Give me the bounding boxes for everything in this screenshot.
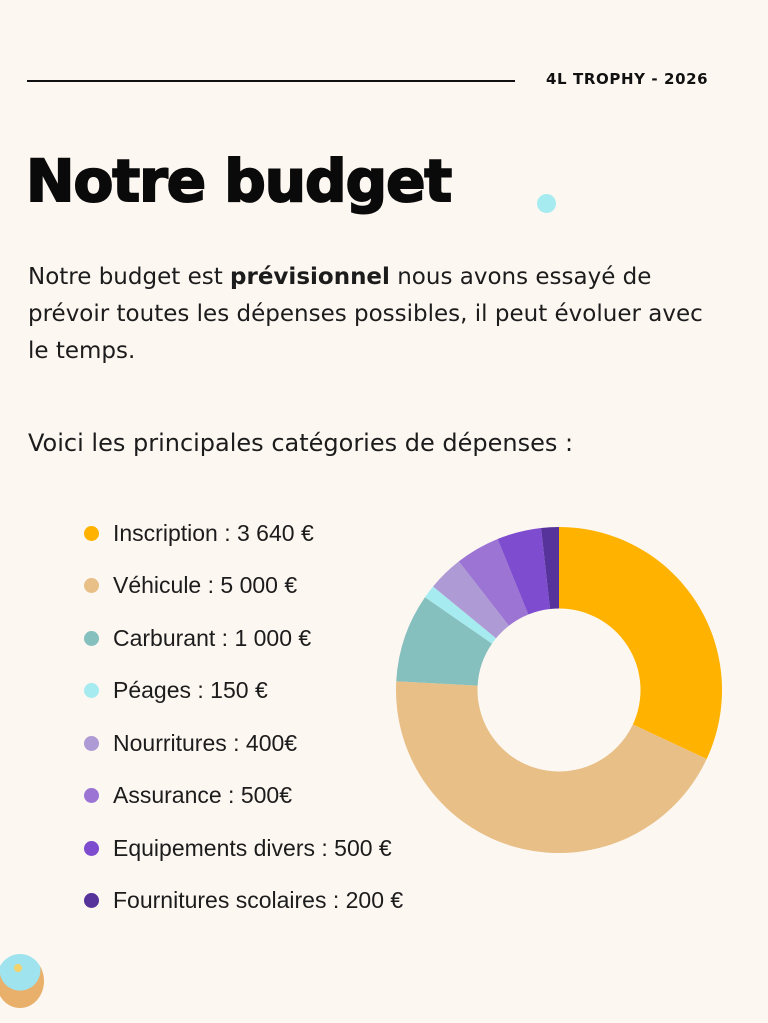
legend-swatch <box>84 526 99 541</box>
header-rule <box>27 80 515 82</box>
intro-text-start: Notre budget est <box>28 264 231 290</box>
legend-swatch <box>84 841 99 856</box>
legend-item <box>84 875 403 928</box>
legend-swatch <box>84 578 99 593</box>
legend-swatch <box>84 683 99 698</box>
title-accent-dot <box>537 194 556 213</box>
legend-swatch <box>84 788 99 803</box>
legend-label: Inscription : 3 640 € <box>113 519 314 546</box>
legend-label: Péages : 150 € <box>113 677 268 704</box>
team-logo <box>0 954 44 1008</box>
legend-item <box>84 560 403 613</box>
legend-label: Fournitures scolaires : 200 € <box>113 887 404 914</box>
legend-swatch <box>84 893 99 908</box>
legend-item <box>84 507 403 560</box>
budget-donut-chart <box>394 525 724 855</box>
legend-item <box>84 822 403 875</box>
legend-swatch <box>84 631 99 646</box>
legend-label: Nourritures : 400€ <box>113 729 298 756</box>
categories-subtitle: Voici les principales catégories de dépenses : <box>28 429 574 457</box>
donut-slice-1 <box>559 527 722 759</box>
legend-item <box>84 612 403 665</box>
legend-item <box>84 665 403 718</box>
legend-item <box>84 717 403 770</box>
legend-label: Carburant : 1 000 € <box>113 624 312 651</box>
intro-bold-word: prévisionnel <box>230 264 390 290</box>
legend-label: Assurance : 500€ <box>113 782 293 809</box>
intro-paragraph <box>28 259 728 370</box>
header-tag: 4L TROPHY - 2026 <box>546 70 709 88</box>
legend-swatch <box>84 736 99 751</box>
legend-label: Equipements divers : 500 € <box>113 834 392 861</box>
logo-sun-icon <box>14 964 22 972</box>
legend-item <box>84 770 403 823</box>
legend-label: Véhicule : 5 000 € <box>113 572 298 599</box>
chart-legend <box>84 507 403 927</box>
intro-text-end: nous avons essayé de prévoir toutes les dépenses possibles, il peut évoluer avec le temps. <box>28 264 703 364</box>
page-title: Notre budget <box>26 147 452 215</box>
